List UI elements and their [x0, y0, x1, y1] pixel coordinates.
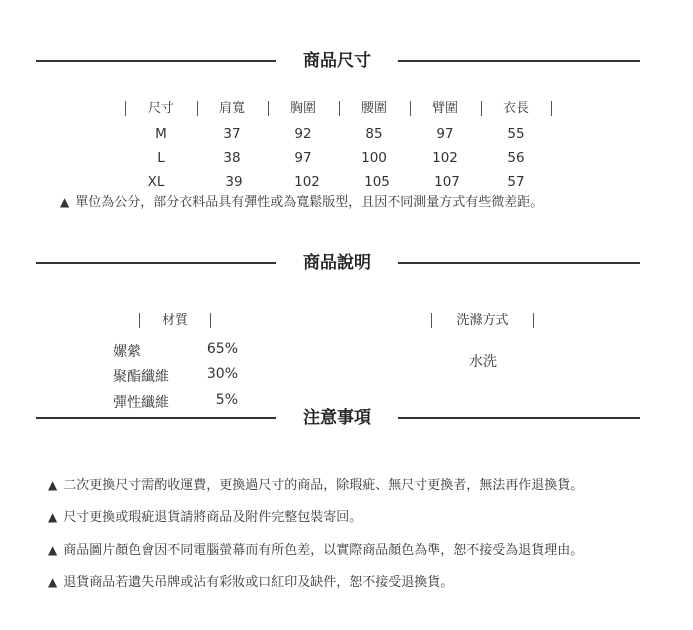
list-item — [113, 341, 253, 361]
material-label: 材質 — [161, 313, 188, 328]
triangle-bullet-icon: ▲ — [48, 510, 58, 524]
material-percent: 30% — [206, 366, 238, 382]
size-section-title: 商品尺寸 — [303, 51, 371, 71]
notice-item — [48, 571, 453, 590]
notice-text: 退貨商品若遺失吊牌或沾有彩妝或口紅印及缺件，恕不接受退換貨。 — [63, 575, 454, 590]
material-percent: 65% — [206, 341, 238, 357]
notice-text: 二次更換尺寸需酌收運費，更換過尺寸的商品，除瑕疵、無尺寸更換者，無法再作退換貨。 — [63, 478, 584, 493]
header-divider-right — [398, 60, 640, 62]
table-cell: 85 — [365, 126, 383, 142]
triangle-bullet-icon: ▲ — [60, 195, 70, 209]
notice-item — [48, 539, 583, 558]
desc-section-title: 商品說明 — [303, 253, 371, 273]
header-divider-right — [398, 417, 640, 419]
table-cell: 55 — [507, 126, 525, 142]
column-header: 肩寬 — [218, 101, 245, 116]
list-item — [113, 366, 253, 386]
column-divider — [210, 313, 211, 328]
column-header: 胸圍 — [289, 101, 316, 116]
table-cell: 97 — [436, 126, 454, 142]
size-note — [60, 191, 543, 210]
table-cell: 38 — [223, 150, 241, 166]
desc-section-header — [36, 251, 640, 275]
table-cell: 56 — [507, 150, 525, 166]
header-divider-left — [36, 417, 276, 419]
column-divider — [533, 313, 534, 328]
column-header: 尺寸 — [147, 101, 174, 116]
table-row — [0, 125, 693, 143]
column-header: 臂圍 — [431, 101, 458, 116]
table-row — [0, 173, 693, 191]
column-header: 腰圍 — [360, 101, 387, 116]
notice-section-header — [36, 406, 640, 430]
size-note-text: 單位為公分，部分衣料品具有彈性或為寬鬆版型，且因不同測量方式有些微差距。 — [75, 195, 544, 210]
material-name: 彈性纖維 — [113, 395, 169, 411]
notice-item — [48, 506, 362, 525]
table-cell: 102 — [432, 150, 458, 166]
table-cell: 107 — [434, 174, 460, 190]
header-divider-left — [36, 60, 276, 62]
material-name: 嫘縈 — [113, 344, 141, 360]
wash-label: 洗滌方式 — [456, 313, 509, 328]
notice-text: 尺寸更換或瑕疵退貨請將商品及附件完整包裝寄回。 — [63, 510, 363, 525]
wash-value: 水洗 — [469, 354, 497, 370]
table-cell: 57 — [507, 174, 525, 190]
material-header — [0, 312, 693, 330]
size-section-header — [36, 49, 640, 73]
size-table-header — [0, 100, 693, 118]
table-cell: 100 — [361, 150, 387, 166]
table-cell: XL — [147, 174, 165, 190]
header-divider-right — [398, 262, 640, 264]
table-cell: 102 — [294, 174, 320, 190]
column-header: 衣長 — [502, 101, 529, 116]
table-cell: 92 — [294, 126, 312, 142]
table-cell: 37 — [223, 126, 241, 142]
notice-section-title: 注意事項 — [303, 408, 371, 428]
table-row — [0, 149, 693, 167]
material-percent: 5% — [215, 392, 238, 408]
triangle-bullet-icon: ▲ — [48, 575, 58, 589]
table-cell: L — [157, 150, 165, 166]
header-divider-left — [36, 262, 276, 264]
table-cell: M — [155, 126, 167, 142]
table-cell: 39 — [225, 174, 243, 190]
notice-item — [48, 474, 583, 493]
column-divider — [551, 101, 552, 116]
notice-text: 商品圖片顏色會因不同電腦螢幕而有所色差，以實際商品顏色為準，恕不接受為退貨理由。 — [63, 543, 584, 558]
triangle-bullet-icon: ▲ — [48, 543, 58, 557]
table-cell: 97 — [294, 150, 312, 166]
table-cell: 105 — [364, 174, 390, 190]
material-name: 聚酯纖維 — [113, 369, 169, 385]
triangle-bullet-icon: ▲ — [48, 478, 58, 492]
